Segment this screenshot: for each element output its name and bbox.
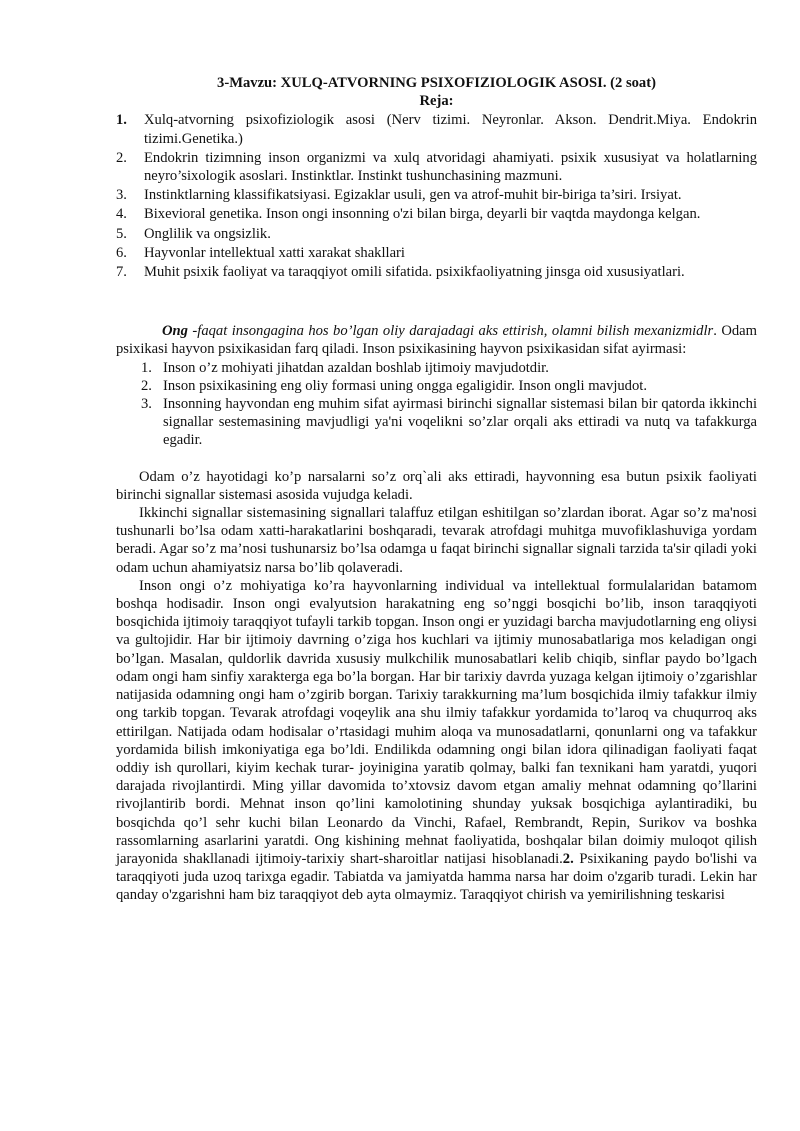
plan-item-text: Xulq-atvorning psixofiziologik asosi (Nerv tizimi. Neyronlar. Akson. Dendrit.Miya. Endokrin tizimi.Genetika.) [144, 112, 757, 147]
plan-item-number: 7. [116, 264, 127, 281]
spacer [116, 282, 757, 322]
attribute-text: Inson psixikasining eng oliy formasi uning ongga egaligidir. Inson ongli mavjudot. [163, 377, 647, 394]
plan-item-number: 1. [116, 112, 127, 129]
term-definition: -faqat insongagina hos bo’lgan oliy darajadagi aks ettirish, olamni bilish mexanizmidlr [187, 323, 714, 340]
plan-item-text: Endokrin tizimning inson organizmi va xulq atvoridagi ahamiyati. psixik xususiyat va holatlarning neyro’sixologik asoslari. Instinktlar. Instinkt tushunchasining mazmuni. [144, 149, 757, 185]
plan-item-number: 3. [116, 187, 127, 204]
body-paragraph: Ikkinchi signallar sistemasining signallari talaffuz etilgan eshitilgan so’zlardan iborat. Agar so’z ma'nosi tushunarli bo’lsa odam xatti-harakatlarini boshqaradi, tevarak atrofdagi muhitga muvofiklashuviga yordam beradi. Agar so’z ma’nosi tushunarsiz bo’lsa odamga u faqat birinchi signallar signali tarzida ta'sir qiladi yoki odam uchun ahamiyatsiz narsa bo’lib qolaveradi. [116, 505, 757, 576]
attribute-number: 3. [141, 396, 152, 413]
attribute-text: Insonning hayvondan eng muhim sifat ayirmasi birinchi signallar sistemasi bilan bir qatorda ikkinchi signallar sestemasining mavjudligi ya'ni voqelikni so’zlar orqali aks ettiradi va nutq va tafakkurga egadir. [163, 396, 757, 449]
plan-item [116, 244, 757, 262]
plan-item-number: 6. [116, 244, 127, 261]
attribute-item [141, 377, 757, 395]
body-paragraph [116, 577, 757, 905]
body-paragraph: Odam o’z hayotidagi ko’p narsalarni so’z orq`ali aks ettiradi, hayvonning esa butun psixik faoliyati birinchi signallar sistemasi asosida vujudga keladi. [116, 468, 757, 503]
plan-item-text: Muhit psixik faoliyat va taraqqiyot omili sifatida. psixikfaoliyatning jinsga oid xususiyatlari. [144, 264, 685, 281]
plan-item-text: Onglilik va ongsizlik. [144, 225, 271, 242]
plan-item [116, 186, 757, 204]
attribute-list [116, 359, 757, 450]
plan-item-text: Bixevioral genetika. Inson ongi insonning o'zi bilan birga, deyarli bir vaqtda maydonga kelgan. [144, 206, 701, 223]
intro-rest: . Odam psixikasi hayvon psixikasidan farq qiladi. Inson psixikasining hayvon psixikasidan sifat ayirmasi: [116, 323, 757, 358]
plan-item [116, 263, 757, 281]
plan-item-number: 2. [116, 149, 127, 166]
spacer [116, 450, 757, 468]
plan-list [116, 111, 757, 281]
intro-paragraph [116, 322, 757, 358]
page-title: 3-Mavzu: XULQ-ATVORNING PSIXOFIZIOLOGIK ASOSI. (2 soat) [217, 75, 656, 91]
plan-item [116, 149, 757, 185]
plan-heading: Reja: [419, 93, 454, 110]
attribute-number: 1. [141, 359, 152, 376]
defined-term: Ong [162, 323, 188, 340]
attribute-item [141, 395, 757, 450]
plan-item-text: Instinktlarning klassifikatsiyasi. Egizaklar usuli, gen va atrof-muhit bir-biriga ta’siri. Irsiyat. [144, 187, 682, 204]
plan-item [116, 225, 757, 243]
attribute-item [141, 359, 757, 377]
plan-item [116, 205, 757, 223]
paragraph-text: Inson ongi o’z mohiyatiga ko’ra hayvonlarning individual va intellektual formulalaridan batamom boshqa hodisadir. Inson ongi evalyutsion harakatning eng so’nggi bosqichi bo’lib, inson taraqqiyoti bosqichida ijtimoiy taraqqiyot tufayli tarkib topgan. Inson ongi er yuzidagi barcha mavjudotlarning eng oliysi va gultojidir. Har bir ijtimoiy davrning o’ziga hos kuchlari va ijtimiy munosabatlariga mos keladigan ongi bo’lgan. Masalan, quldorlik davrida xususiy mulkchilik munosabatlari kelib chiqib, sinflar paydo bo’lgach odam ongi ham sinfiy xarakterga ega bo’la borgan. Har bir tarixiy davrda yuzaga kelgan ijtimoiy o’zgarishlar natijasida odamning ongi ham o’zgirib borgan. Tarixiy tarakkurning ma’lum bosqichida ilmiy tafakkur ilmiy ong tarkib topgan. Tevarak atrofdagi voqeylik ana shu ilmiy tafakkur yordamida to’laroq va chuqurroq aks ettirilgan. Natijada odam hodisalar o’rtasidagi muhim aloqa va munosadatlarni, qonunlarni ong va tafakkur yordamida bilish imkoniyatiga ega bo’ldi. Endilikda odamning ongi bilan idora qilinadigan faoliyati faqat oddiy ish qurollari, kiyim kechak turar- joyinigina yaratib qolmay, balki fan texnikani ham yaratdi, yuqori darajada rivojlantirdi. Ming yillar davomida to’xtovsiz davom etgan amaliy mehnat odamning qo’llarini rivojlantirib bordi. Mehnat inson qo’lini kamolotining shunday yuksak bosqichiga aylantiradiki, bu bosqichda qo’l sehr kuchi bilan Leonardo da Vinchi, Rafael, Rembrandt, Repin, Surikov va boshka rassomlarning asarlarini yaratdi. Ong kishining mehnat faoliyatida, boshqalar bilan doimiy muloqot qilish jarayonida shakllanadi ijtimoiy-tarixiy shart-sharoitlar natijasi hisoblanadi. [116, 577, 757, 867]
attribute-text: Inson o’z mohiyati jihatdan azaldan boshlab ijtimoiy mavjudotdir. [163, 359, 549, 376]
attribute-number: 2. [141, 377, 152, 394]
paragraph-text: Psixikaning paydo bo'lishi va taraqqiyoti juda uzoq tarixga egadir. Tabiatda va jamiyatda hamma narsa har doim o'zgarib turadi. Lekin har qanday o'zgarishni ham biz taraqqiyot deb ayta olmaymiz. Taraqqiyot chirish va yemirilishning teskarisi [116, 850, 757, 904]
plan-item-number: 4. [116, 206, 127, 223]
plan-item [116, 111, 757, 147]
section-number: 2. [562, 850, 574, 867]
document-page [116, 74, 757, 905]
plan-item-text: Hayvonlar intellektual xatti xarakat shakllari [144, 244, 405, 261]
plan-item-number: 5. [116, 225, 127, 242]
